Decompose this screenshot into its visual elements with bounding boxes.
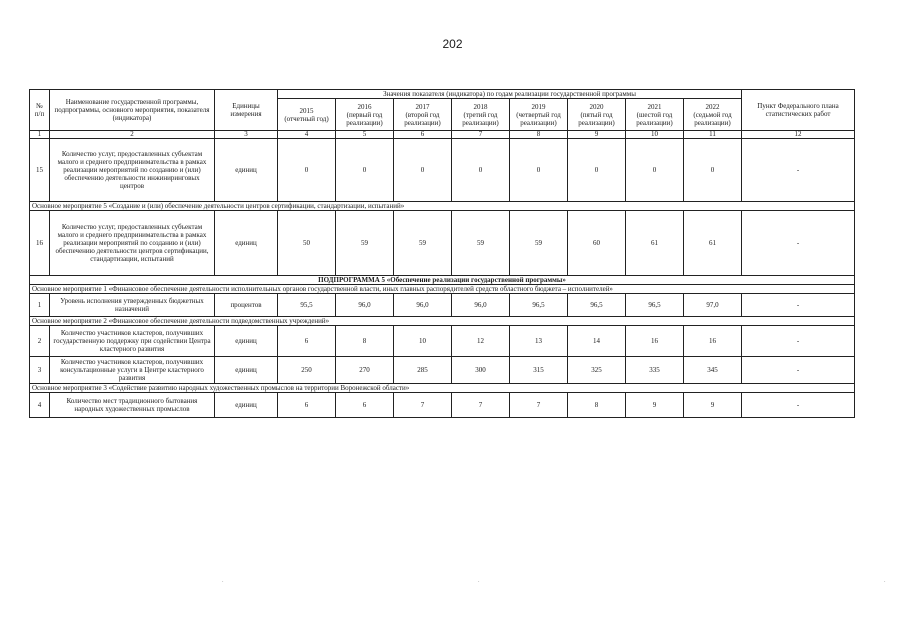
indicator-unit: единиц [215,393,278,418]
indicator-value: 0 [510,139,568,202]
indicator-name: Количество участников кластеров, получивших консультационные услуги в Центре кластерного развития [50,357,215,384]
column-number: 9 [568,131,626,139]
indicator-value: 7 [452,393,510,418]
column-number: 6 [394,131,452,139]
indicator-value: 270 [336,357,394,384]
section-title: Основное мероприятие 2 «Финансовое обеспечение деятельности подведомственных учреждений» [30,317,855,326]
indicator-value: 9 [684,393,742,418]
indicator-value: 10 [394,326,452,357]
indicator-unit: единиц [215,139,278,202]
indicator-value: 96,0 [452,294,510,317]
header-num [30,90,50,131]
header-values-group: Значения показателя (индикатора) по годам реализации государственной программы [278,90,742,99]
indicator-value: 7 [510,393,568,418]
indicator-value: 345 [684,357,742,384]
indicator-name: Количество услуг, предоставленных субъектам малого и среднего предпринимательства в рамках реализации мероприятий по созданию и (или) обеспечению деятельности центров сертификации, стандартизации, испытаний [50,211,215,276]
indicator-value: 335 [626,357,684,384]
indicator-row [30,211,855,276]
indicator-plan: - [742,139,855,202]
header-unit: Единицы измерения [215,90,278,131]
indicator-value: 300 [452,357,510,384]
scan-mark: . [478,578,480,584]
row-num: 2 [30,326,50,357]
indicator-value: 59 [336,211,394,276]
indicator-row [30,326,855,357]
header-plan: Пункт Федерального плана статистических работ [742,90,855,131]
page-number: 202 [442,37,463,51]
section-title: Основное мероприятие 5 «Создание и (или) обеспечение деятельности центров сертификации, стандартизации, испытаний» [30,202,855,211]
indicator-name: Количество мест традиционного бытования народных художественных промыслов [50,393,215,418]
indicator-value: 315 [510,357,568,384]
section-title: Основное мероприятие 3 «Содействие развитию народных художественных промыслов на территории Воронежской области» [30,384,855,393]
indicator-value: 96,5 [510,294,568,317]
section-row [30,384,855,393]
indicator-value: 7 [394,393,452,418]
indicator-value: 16 [626,326,684,357]
indicator-value: 12 [452,326,510,357]
column-number: 2 [50,131,215,139]
indicator-value: 96,0 [394,294,452,317]
indicator-row [30,139,855,202]
indicator-name: Количество услуг, предоставленных субъектам малого и среднего предпринимательства в рамках реализации мероприятий по созданию и (или) обеспечению деятельности инжиниринговых центров [50,139,215,202]
subprogram-row [30,276,855,285]
indicator-row [30,294,855,317]
column-number: 3 [215,131,278,139]
indicator-value: 14 [568,326,626,357]
indicator-value: 285 [394,357,452,384]
indicators-table [29,89,855,418]
indicator-value: 59 [452,211,510,276]
column-number: 5 [336,131,394,139]
indicator-unit: единиц [215,357,278,384]
indicator-row [30,357,855,384]
indicator-value: 0 [394,139,452,202]
indicator-value: 61 [626,211,684,276]
indicator-value: 60 [568,211,626,276]
indicator-value: 61 [684,211,742,276]
indicator-unit: процентов [215,294,278,317]
header-year: 2018 (третий год реализации) [452,99,510,131]
indicator-value: 96,5 [626,294,684,317]
indicator-value: 59 [394,211,452,276]
indicator-plan: - [742,326,855,357]
indicator-value: 8 [568,393,626,418]
indicator-value: 59 [510,211,568,276]
header-name: Наименование государственной программы, подпрограммы, основного мероприятия, показателя (индикатора) [50,90,215,131]
column-number: 4 [278,131,336,139]
indicator-value: 16 [684,326,742,357]
indicator-value: 6 [278,326,336,357]
row-num: 1 [30,294,50,317]
indicator-plan: - [742,393,855,418]
column-number: 8 [510,131,568,139]
indicator-value: 8 [336,326,394,357]
indicator-value: 0 [452,139,510,202]
indicator-value: 95,5 [278,294,336,317]
indicator-value: 0 [684,139,742,202]
indicator-value: 6 [278,393,336,418]
indicator-value: 0 [626,139,684,202]
row-num: 16 [30,211,50,276]
indicator-plan: - [742,211,855,276]
header-num-text: № п/п [34,102,45,118]
header-year: 2020 (пятый год реализации) [568,99,626,131]
header-row [30,90,855,99]
indicator-value: 0 [278,139,336,202]
header-year: 2017 (второй год реализации) [394,99,452,131]
indicator-unit: единиц [215,211,278,276]
section-row [30,202,855,211]
indicator-name: Уровень исполнения утвержденных бюджетных назначений [50,294,215,317]
indicator-name: Количество участников кластеров, получивших государственную поддержку при содействии Центра кластерного развития [50,326,215,357]
subprogram-title: ПОДПРОГРАММА 5 «Обеспечение реализации государственной программы» [30,276,855,285]
indicator-value: 50 [278,211,336,276]
row-num: 4 [30,393,50,418]
section-row [30,317,855,326]
header-year: 2021 (шестой год реализации) [626,99,684,131]
indicator-plan: - [742,357,855,384]
indicator-value: 13 [510,326,568,357]
row-num: 15 [30,139,50,202]
header-year: 2019 (четвертый год реализации) [510,99,568,131]
column-number: 10 [626,131,684,139]
indicator-plan: - [742,294,855,317]
indicator-row [30,393,855,418]
column-number: 1 [30,131,50,139]
indicator-value: 0 [568,139,626,202]
indicator-value: 9 [626,393,684,418]
indicator-value: 325 [568,357,626,384]
header-year: 2016 (первый год реализации) [336,99,394,131]
indicator-value: 96,0 [336,294,394,317]
scan-mark: . [222,578,224,584]
scan-mark: . [884,578,886,584]
indicator-value: 250 [278,357,336,384]
indicator-value: 0 [336,139,394,202]
row-num: 3 [30,357,50,384]
indicator-value: 96,5 [568,294,626,317]
section-title: Основное мероприятие 1 «Финансовое обеспечение деятельности исполнительных органов государственной власти, иных главных распорядителей средств областного бюджета – исполнителей» [30,285,855,294]
column-number: 12 [742,131,855,139]
indicator-unit: единиц [215,326,278,357]
header-year: 2022 (седьмой год реализации) [684,99,742,131]
indicator-value: 97,0 [684,294,742,317]
indicator-value: 6 [336,393,394,418]
column-number: 11 [684,131,742,139]
column-numbers-row [30,131,855,139]
header-year: 2015 (отчетный год) [278,99,336,131]
column-number: 7 [452,131,510,139]
section-row [30,285,855,294]
